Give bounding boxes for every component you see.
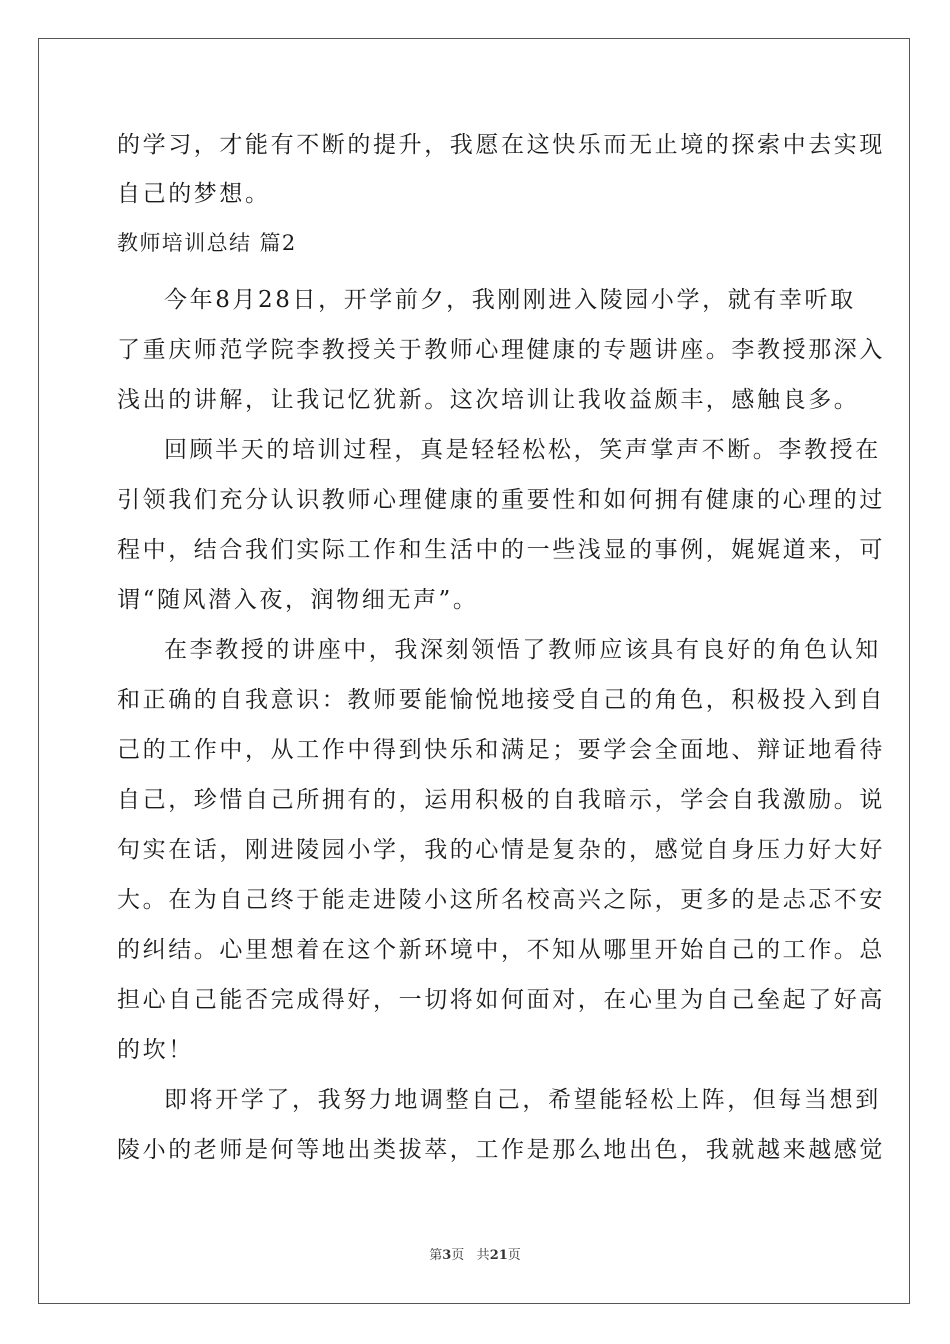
paragraph-line: 大。在为自己终于能走进陵小这所名校高兴之际，更多的是忐忑不安	[117, 887, 885, 913]
page-prefix: 第	[429, 1248, 443, 1263]
page-number: 3	[442, 1248, 452, 1263]
section-heading: 教师培训总结 篇2	[117, 231, 297, 255]
paragraph-line: 浅出的讲解，让我记忆犹新。这次培训让我收益颇丰，感触良多。	[117, 387, 860, 413]
paragraph-line: 回顾半天的培训过程，真是轻轻松松，笑声掌声不断。李教授在	[164, 437, 881, 463]
paragraph-line: 了重庆师范学院李教授关于教师心理健康的专题讲座。李教授那深入	[117, 337, 885, 363]
total-prefix: 共	[476, 1248, 490, 1263]
paragraph-line: 在李教授的讲座中，我深刻领悟了教师应该具有良好的角色认知	[164, 637, 881, 663]
paragraph-line: 程中，结合我们实际工作和生活中的一些浅显的事例，娓娓道来，可	[117, 537, 885, 563]
paragraph-line: 担心自己能否完成得好，一切将如何面对，在心里为自己垒起了好高	[117, 987, 885, 1013]
paragraph-line: 和正确的自我意识：教师要能愉悦地接受自己的角色，积极投入到自	[117, 687, 885, 713]
page-suffix: 页	[451, 1248, 465, 1263]
paragraph-line: 今年8月28日，开学前夕，我刚刚进入陵园小学，就有幸听取	[164, 287, 856, 313]
paragraph-line: 即将开学了，我努力地调整自己，希望能轻松上阵，但每当想到	[164, 1087, 881, 1113]
paragraph-line: 谓“随风潜入夜，润物细无声”。	[117, 587, 479, 613]
paragraph-line: 的坎！	[117, 1037, 194, 1063]
paragraph-line: 自己的梦想。	[117, 181, 271, 207]
paragraph-line: 的学习，才能有不断的提升，我愿在这快乐而无止境的探索中去实现	[117, 132, 885, 158]
paragraph-line: 的纠结。心里想着在这个新环境中，不知从哪里开始自己的工作。总	[117, 937, 885, 963]
paragraph-line: 陵小的老师是何等地出类拔萃，工作是那么地出色，我就越来越感觉	[117, 1137, 885, 1163]
total-suffix: 页	[507, 1248, 521, 1263]
paragraph-line: 自己，珍惜自己所拥有的，运用积极的自我暗示，学会自我激励。说	[117, 787, 885, 813]
total-pages: 21	[489, 1248, 508, 1263]
paragraph-line: 引领我们充分认识教师心理健康的重要性和如何拥有健康的心理的过	[117, 487, 885, 513]
paragraph-line: 句实在话，刚进陵园小学，我的心情是复杂的，感觉自身压力好大好	[117, 837, 885, 863]
page-footer	[0, 1246, 950, 1266]
paragraph-line: 己的工作中，从工作中得到快乐和满足；要学会全面地、辩证地看待	[117, 737, 885, 763]
